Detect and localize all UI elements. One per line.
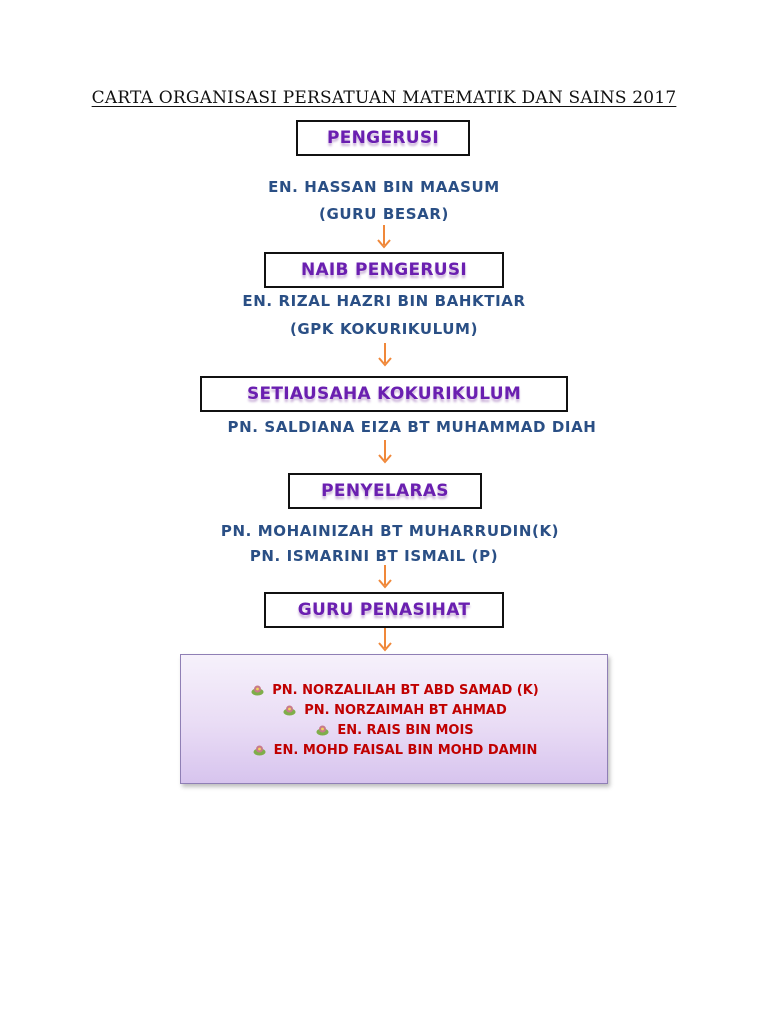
down-arrow-icon — [378, 628, 392, 654]
flower-bullet-icon — [316, 725, 329, 736]
flower-bullet-icon — [283, 705, 296, 716]
advisors-box — [264, 592, 504, 628]
coordinator-name-2: PN. ISMARINI BT ISMAIL (P) — [249, 547, 499, 565]
chairman-box — [296, 120, 470, 156]
list-item — [181, 743, 609, 758]
vice-chairman-name: EN. RIZAL HAZRI BIN BAHKTIAR — [242, 292, 526, 310]
coordinator-label: PENYELARAS — [321, 481, 449, 501]
list-item — [181, 723, 609, 738]
down-arrow-icon — [378, 343, 392, 369]
secretary-name: PN. SALDIANA EIZA BT MUHAMMAD DIAH — [227, 418, 597, 436]
chairman-label: PENGERUSI — [326, 128, 440, 148]
advisors-label: GURU PENASIHAT — [297, 600, 471, 620]
flower-bullet-icon — [253, 745, 266, 756]
down-arrow-icon — [378, 565, 392, 591]
secretary-box — [200, 376, 568, 412]
flower-bullet-icon — [251, 685, 264, 696]
list-item — [181, 703, 609, 718]
advisors-list — [180, 654, 608, 784]
member-name: EN. RAIS BIN MOIS — [337, 723, 474, 738]
chairman-position: (GURU BESAR) — [319, 205, 449, 223]
list-item — [181, 683, 609, 698]
coordinator-name-1: PN. MOHAINIZAH BT MUHARRUDIN(K) — [220, 522, 560, 540]
member-name: PN. NORZALILAH BT ABD SAMAD (K) — [272, 683, 539, 698]
member-name: EN. MOHD FAISAL BIN MOHD DAMIN — [273, 743, 538, 758]
vice-chairman-box — [264, 252, 504, 288]
down-arrow-icon — [378, 440, 392, 466]
member-name: PN. NORZAIMAH BT AHMAD — [304, 703, 507, 718]
vice-chairman-label: NAIB PENGERUSI — [300, 260, 468, 280]
page-title: CARTA ORGANISASI PERSATUAN MATEMATIK DAN SAINS 2017 — [91, 88, 677, 108]
down-arrow-icon — [377, 225, 391, 251]
coordinator-box — [288, 473, 482, 509]
chairman-name: EN. HASSAN BIN MAASUM — [268, 178, 500, 196]
secretary-label: SETIAUSAHA KOKURIKULUM — [246, 384, 522, 404]
vice-chairman-position: (GPK KOKURIKULUM) — [289, 320, 479, 338]
